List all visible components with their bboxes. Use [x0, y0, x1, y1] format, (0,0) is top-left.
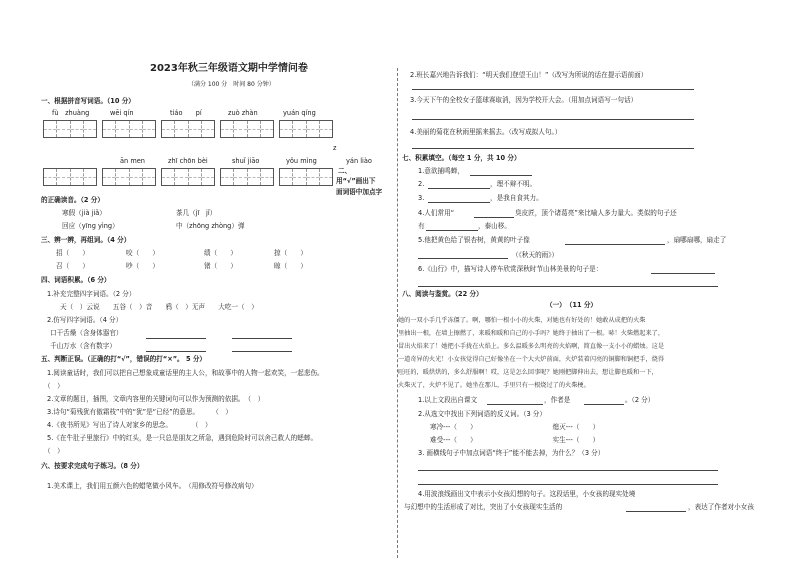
- reading-question: 3. 画横线句子中加点词语“终于”能不能去掉，为什么？（3 分）: [418, 449, 605, 457]
- question: 2.仿写四字词语。（4 分）: [47, 316, 123, 324]
- pinyin-8: shuǐ jiāo: [232, 157, 260, 165]
- answer-line[interactable]: [146, 338, 206, 339]
- answer-line[interactable]: [584, 404, 624, 405]
- page-subtitle: （满分 100 分 时间 80 分钟）: [188, 81, 275, 88]
- judge-item: 5.《在牛肚子里旅行》中的红头，是一只总是朋友之所急，遇到危险时可以舍己救人的蟋蟀。: [47, 434, 318, 442]
- pinyin-6: ān men: [120, 157, 145, 165]
- idiom-example: 口干舌燥（含身体器官）: [50, 329, 123, 337]
- answer-line[interactable]: [412, 148, 694, 149]
- passage-line: 里抽出一根，在墙上擦燃了，来暖和暖和自己的小手吗？她终于抽出了一根。哧！火柴燃起来了，: [398, 330, 665, 337]
- fill-item: 4.人们常用“: [418, 209, 455, 217]
- pinyin-7: zhī chōn bèi: [168, 157, 208, 165]
- answer-line[interactable]: [418, 484, 718, 485]
- fill-item: 6.《山行》中，描写诗人停车欣赏深秋时节山林美景的句子是：: [418, 265, 603, 273]
- judge-box[interactable]: （ ）: [44, 447, 64, 455]
- stray-letter: z: [333, 144, 337, 152]
- fill-item: 2.: [418, 180, 425, 188]
- judge-item[interactable]: 3.诗句“菊残犹有傲霜枝”中的“犹”是“已经”的意思。 （ ）: [47, 408, 233, 416]
- reading-question: 4.用波浪线画出文中表示小女孩幻想的句子。这段话里，小女孩的现实处境: [418, 490, 636, 498]
- word-pair[interactable]: 咬（ ）: [126, 249, 159, 257]
- word-pair[interactable]: 吵（ ）: [126, 262, 159, 270]
- section-1-heading: 一、根据拼音写词语。（10 分）: [41, 97, 135, 105]
- reading-choice[interactable]: 回应（yīng yìng）: [62, 222, 119, 230]
- reading-question: 与幻想中的生活形成了对比，突出了小女孩现实生活的: [404, 503, 563, 511]
- word-pair[interactable]: 晾（ ）: [274, 262, 307, 270]
- answer-line[interactable]: [565, 244, 665, 245]
- writing-grid[interactable]: [161, 120, 215, 138]
- answer-line[interactable]: [412, 119, 694, 120]
- question: 1.补充完整四字词语。（2 分）: [47, 290, 136, 298]
- word-pair[interactable]: 绩（ ）: [204, 249, 237, 257]
- pinyin-3: tiáo pí: [170, 109, 202, 117]
- fill-source: （《秋天的雨》）: [512, 251, 559, 259]
- answer-line[interactable]: [626, 511, 686, 512]
- antonym-blanks[interactable]: 寒冷---（ ） 熄灭---（ ）: [430, 423, 600, 431]
- answer-line[interactable]: [232, 351, 292, 352]
- judge-item: 1.阅读童话时，我们可以把自己想象成童话里的主人公，和故事中的人物一起欢笑，一起悲伤。: [47, 369, 324, 377]
- reading-question: ，作者是: [544, 396, 571, 404]
- section-8-heading: 八、阅读与鉴赏。（22 分）: [402, 290, 483, 298]
- word-pair[interactable]: 锗（ ）: [204, 262, 237, 270]
- sentence-question: 4.美丽的菊花在秋雨里摇来摇去。（改写成拟人句。）: [410, 128, 562, 136]
- pinyin-2: wēi qín: [110, 109, 134, 117]
- answer-line[interactable]: [418, 286, 718, 287]
- fill-item: ，理不辩不明。: [490, 180, 537, 188]
- writing-grid[interactable]: [43, 120, 97, 138]
- antonym-blanks[interactable]: 难受---（ ） 实生---（ ）: [430, 436, 600, 444]
- answer-line[interactable]: [651, 273, 715, 274]
- passage-line: 一道奇异的火光！小女孩觉得自己好像坐在一个大火炉前面，火炉装着闪亮的铜脚和铜把手，烧得: [398, 356, 665, 363]
- answer-line[interactable]: [428, 202, 490, 203]
- word-pair[interactable]: 掠（ ）: [274, 249, 307, 257]
- pinyin-1: fù zhuàng: [52, 109, 90, 117]
- pinyin-4: zuò zhàn: [228, 109, 258, 117]
- pinyin-9: yǒu mìng: [286, 157, 317, 165]
- fill-item: 5.他把黄色给了银杏树，黄黄的叶子像: [418, 236, 530, 244]
- writing-grid[interactable]: [279, 120, 333, 138]
- answer-line[interactable]: [412, 89, 694, 90]
- answer-line[interactable]: [428, 188, 490, 189]
- answer-line[interactable]: [418, 258, 508, 259]
- passage-line: 冒出火焰来了！她把小手拢在火焰上。多么温暖多么明亮的火焰啊，简直像一支小小的蜡烛。这是: [398, 343, 665, 350]
- section-2-heading-b: 面词语中加点字: [336, 188, 383, 196]
- fill-item: ，扇哪扇哪，扇走了: [667, 236, 727, 244]
- pinyin-5: yuán qíng: [283, 109, 316, 117]
- idiom-blanks[interactable]: 天（ ）云说 五谷（ ）音 鸦（ ）无声 大吃一（ ）: [60, 303, 258, 311]
- reading-choice[interactable]: 寒假（jià jiǎ）: [62, 209, 106, 217]
- judge-item[interactable]: 4.《夜书所见》写出了诗人对家乡的思念。 （ ）: [47, 421, 212, 429]
- section-4-heading: 四、词语积累。（6 分）: [41, 276, 111, 284]
- section-6-heading: 六、按要求完成句子练习。（8 分）: [41, 462, 144, 470]
- fill-item: 1.意欲捕鸣蝉，: [418, 167, 464, 175]
- answer-line[interactable]: [487, 404, 543, 405]
- reading-passage: [398, 314, 784, 392]
- section-2-marker: 二、: [338, 167, 352, 175]
- passage-line: 她的一双小手几乎冻僵了。啊，哪怕一根小小的火柴，对她也有好处的！她敢从成把的火柴: [398, 317, 646, 324]
- section-2-heading: 的正确读音。（2 分）: [41, 196, 104, 204]
- pinyin-10: yán liào: [346, 157, 372, 165]
- reading-choice[interactable]: 茶几（jī jǐ）: [176, 209, 217, 217]
- writing-grid[interactable]: [279, 168, 333, 186]
- reading-question: 2.从选文中找出下列词语的反义词。（3 分）: [418, 410, 546, 418]
- fill-item: ，是我自食其力。: [490, 194, 543, 202]
- writing-grid[interactable]: [220, 120, 274, 138]
- page-title: 2023年秋三年级语文期中学情问卷: [150, 63, 308, 74]
- passage-line: 火柴灭了，火炉不见了。她坐在那儿，手里只有一根烧过了的火柴梗。: [398, 382, 590, 389]
- answer-line[interactable]: [474, 217, 514, 218]
- section-3-heading: 三、辨一辨，再组词。（4 分）: [41, 236, 131, 244]
- reading-choice[interactable]: 中（zhōng zhòng）弹: [176, 222, 245, 230]
- fill-item: 3.: [418, 194, 425, 202]
- reading-question: 。（2 分）: [625, 396, 655, 404]
- fill-item: 有: [418, 222, 425, 230]
- answer-line[interactable]: [418, 470, 718, 471]
- writing-grid[interactable]: [220, 168, 274, 186]
- section-7-heading: 七、积累填空。（每空 1 分，共 10 分）: [402, 154, 521, 162]
- reading-part-label: （一） （11 分）: [546, 301, 598, 309]
- writing-grid[interactable]: [102, 120, 156, 138]
- fill-item: ，泰山移。: [478, 222, 511, 230]
- judge-box[interactable]: （ ）: [44, 382, 64, 390]
- answer-line[interactable]: [470, 175, 532, 176]
- reading-question: ，表达了作者对小女孩: [688, 503, 754, 511]
- judge-item[interactable]: 2.文章的题目，插图，文章内容里的关键词句可以作为预测的依据。 （ ）: [47, 395, 265, 403]
- sentence-question: 2.班长嘉兴地告诉我们：“明天我们登望王山！”（改写为所说的话在提示语前面）: [410, 71, 648, 79]
- answer-line[interactable]: [426, 230, 478, 231]
- word-pair[interactable]: 召（ ）: [56, 262, 89, 270]
- passage-line: 旺旺的，暖烘烘的，多么舒服啊！哎，这是怎么回事呢？她刚把脚伸出去，想让脚也暖和一下，: [398, 369, 658, 376]
- answer-line[interactable]: [232, 338, 292, 339]
- writing-grid[interactable]: [102, 168, 156, 186]
- writing-grid[interactable]: [43, 168, 97, 186]
- section-2-heading-a: 用“√”画出下: [336, 177, 376, 185]
- fill-item: 臭皮匠，顶个诸葛亮”来比喻人多力量大。类似的句子还: [515, 209, 677, 217]
- answer-line[interactable]: [146, 351, 206, 352]
- reading-question: 1.以上文段出自课文: [418, 396, 478, 404]
- sentence-question: 3.今天下午的全校女子篮球赛取消，因为学校开大会。（用加点词语写一句话）: [410, 96, 638, 104]
- word-pair[interactable]: 招（ ）: [56, 249, 89, 257]
- sentence-question: 1.美术课上，我们用五颜六色的蜡笔做小风车。 （用修改符号修改病句）: [47, 482, 258, 490]
- column-divider: [397, 68, 398, 558]
- idiom-example: 千山万水（含有数字）: [50, 342, 116, 350]
- section-5-heading: 五、判断正误。（正确的打“√”，错误的打“×”。 5 分）: [41, 355, 207, 363]
- writing-grid[interactable]: [161, 168, 215, 186]
